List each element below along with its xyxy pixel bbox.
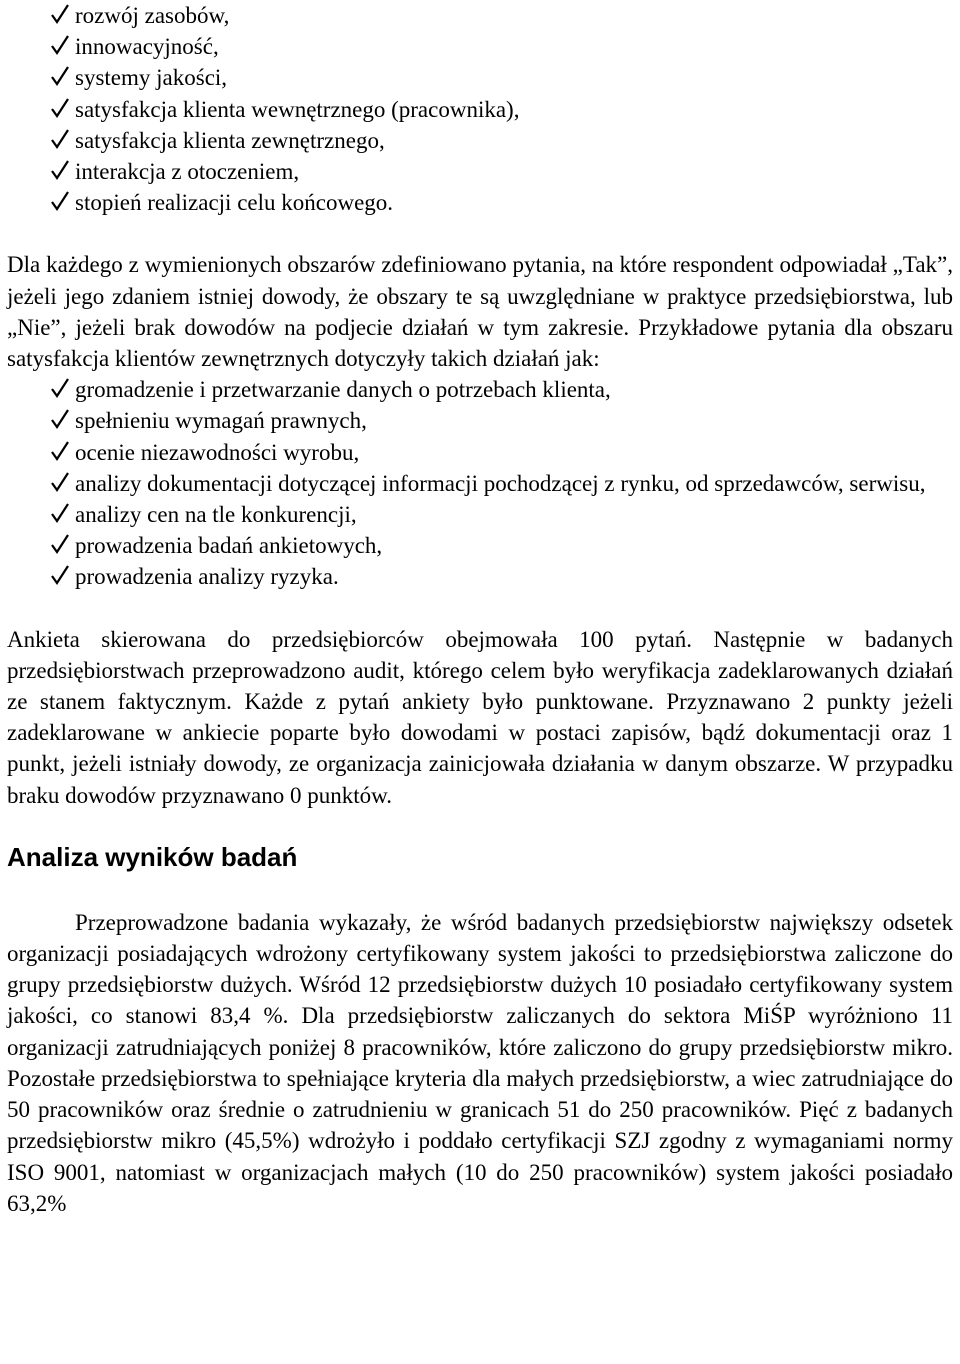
list-item-text: prowadzenia badań ankietowych,: [75, 533, 383, 559]
list-item: [7, 94, 953, 125]
checklist-areas: [7, 0, 953, 218]
paragraph-survey: Ankieta skierowana do przedsiębiorców obejmowała 100 pytań. Następnie w badanych przedsiębiorstwach przeprowadzono audit, którego celem było weryfikacja zadeklarowanych działań ze stanem faktycznym. Każde z pytań ankiety było punktowane. Przyznawano 2 punkty jeżeli zadeklarowane w ankiecie poparte było dowodami w postaci zapisów, bądź dokumentacji oraz 1 punkt, jeżeli istniały dowody, ze organizacja zainicjowała działania w danym obszarze. W przypadku braku dowodów przyznawano 0 punktów.: [7, 626, 953, 808]
list-item-text: satysfakcja klienta wewnętrznego (pracownika),: [75, 96, 520, 122]
checkmark-icon: [50, 440, 70, 462]
paragraph-results: Przeprowadzone badania wykazały, że wśród badanych przedsiębiorstw największy odsetek organizacji posiadających wdrożony certyfikowany system jakości to przedsiębiorstwa zaliczone do grupy przedsiębiorstw dużych. Wśród 12 przedsiębiorstw dużych 10 posiadało certyfikowany system jakości, co stanowi 83,4 %. Dla przedsiębiorstw zaliczanych do sektora MiŚP wyróżniono 11 organizacji zatrudniających poniżej 8 pracowników, które zaliczono do grupy przedsiębiorstw mikro. Pozostałe przedsiębiorstwa to spełniające kryteria dla małych przedsiębiorstw, a wiec zatrudniające do 50 pracowników oraz średnie o zatrudnieniu w granicach 51 do 250 pracowników. Pięć z badanych przedsiębiorstw mikro (45,5%) wdrożyło i poddało certyfikacji SZJ zgodny z wymaganiami normy ISO 9001, natomiast w organizacjach małych (10 do 250 pracowników) system jakości posiadało 63,2%: [7, 909, 953, 1216]
list-item: [7, 125, 953, 156]
list-item-text: prowadzenia analizy ryzyka.: [75, 564, 339, 590]
list-item-text: ocenie niezawodności wyrobu,: [75, 439, 360, 465]
paragraph-questions: Dla każdego z wymienionych obszarów zdefiniowano pytania, na które respondent odpowiadał „Tak”, jeżeli jego zdaniem istniej dowody, że obszary te są uwzględniane w praktyce przedsiębiorstwa, lub „Nie”, jeżeli brak dowodów na podjecie działań w tym zakresie. Przykładowe pytania dla obszaru satysfakcja klientów zewnętrznych dotyczyły takich działań jak:: [7, 252, 953, 372]
list-item: [7, 31, 953, 62]
list-item: [7, 530, 953, 561]
list-item-text: innowacyjność,: [75, 34, 219, 60]
list-item: [7, 499, 953, 530]
section-heading: Analiza wyników badań: [7, 841, 298, 872]
list-item-text: gromadzenie i przetwarzanie danych o potrzebach klienta,: [75, 377, 611, 403]
checkmark-icon: [50, 159, 70, 181]
list-item-text: analizy dokumentacji dotyczącej informacji pochodzącej z rynku, od sprzedawców, serwisu,: [75, 470, 926, 496]
list-item-text: stopień realizacji celu końcowego.: [75, 190, 394, 216]
list-item: [7, 405, 953, 436]
list-item: [7, 0, 953, 31]
checkmark-icon: [50, 190, 70, 212]
checkmark-icon: [50, 128, 70, 150]
checklist-actions: [7, 374, 953, 592]
checkmark-icon: [50, 65, 70, 87]
list-item: [7, 374, 953, 405]
checkmark-icon: [50, 377, 70, 399]
checkmark-icon: [50, 533, 70, 555]
list-item-text: interakcja z otoczeniem,: [75, 159, 300, 185]
checkmark-icon: [50, 3, 70, 25]
list-item: [7, 156, 953, 187]
list-item-text: analizy cen na tle konkurencji,: [75, 502, 357, 528]
list-item-text: satysfakcja klienta zewnętrznego,: [75, 127, 385, 153]
list-item-text: rozwój zasobów,: [75, 3, 230, 28]
list-item: [7, 62, 953, 93]
list-item: [7, 561, 953, 592]
list-item-text: systemy jakości,: [75, 65, 228, 91]
list-item: [7, 187, 953, 218]
list-item: [7, 437, 953, 468]
list-item-text: spełnieniu wymagań prawnych,: [75, 408, 367, 434]
checkmark-icon: [50, 471, 70, 493]
checkmark-icon: [50, 502, 70, 524]
checkmark-icon: [50, 564, 70, 586]
checkmark-icon: [50, 97, 70, 119]
checkmark-icon: [50, 34, 70, 56]
checkmark-icon: [50, 408, 70, 430]
list-item: [7, 468, 953, 499]
